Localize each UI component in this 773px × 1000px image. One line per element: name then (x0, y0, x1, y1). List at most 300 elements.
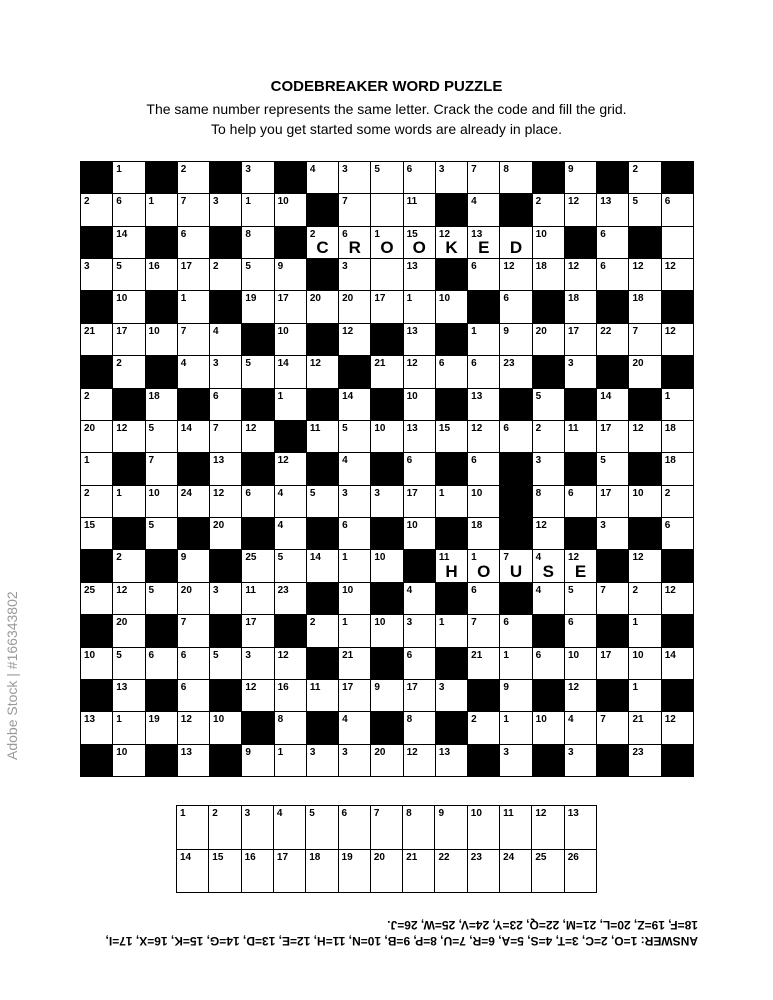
grid-cell[interactable] (339, 680, 370, 711)
cell-number: 17 (116, 325, 128, 337)
key-cell[interactable] (274, 806, 305, 849)
grid-cell[interactable] (371, 421, 402, 452)
grid-cell[interactable] (500, 291, 531, 322)
grid-cell[interactable] (597, 518, 628, 549)
grid-cell[interactable] (565, 421, 596, 452)
grid-cell[interactable] (597, 648, 628, 679)
grid-cell[interactable] (210, 421, 241, 452)
grid-cell[interactable] (629, 615, 660, 646)
grid-cell[interactable] (275, 356, 306, 387)
cell-number: 12 (471, 422, 483, 434)
grid-cell[interactable] (565, 712, 596, 743)
grid-cell[interactable] (339, 583, 370, 614)
grid-cell[interactable] (339, 648, 370, 679)
grid-cell[interactable] (210, 486, 241, 517)
grid-cell[interactable] (662, 518, 693, 549)
grid-cell[interactable] (629, 712, 660, 743)
grid-cell[interactable] (307, 356, 338, 387)
grid-cell[interactable] (629, 583, 660, 614)
key-cell[interactable] (435, 850, 466, 893)
grid-cell[interactable] (629, 324, 660, 355)
grid-cell[interactable] (597, 227, 628, 258)
grid-cell[interactable] (468, 615, 499, 646)
grid-cell[interactable] (565, 583, 596, 614)
grid-cell[interactable] (113, 583, 144, 614)
grid-cell[interactable] (242, 745, 273, 776)
grid-cell[interactable] (533, 648, 564, 679)
grid-cell[interactable] (242, 421, 273, 452)
grid-cell[interactable] (629, 356, 660, 387)
grid-cell[interactable] (275, 712, 306, 743)
grid-cell[interactable] (242, 486, 273, 517)
grid-cell[interactable] (146, 259, 177, 290)
grid-cell[interactable] (113, 162, 144, 193)
grid-cell[interactable] (210, 453, 241, 484)
grid-cell[interactable] (371, 227, 402, 258)
grid-cell[interactable] (500, 259, 531, 290)
grid-cell[interactable] (81, 518, 112, 549)
grid-cell[interactable] (178, 648, 209, 679)
grid-cell[interactable] (436, 550, 467, 581)
grid-cell[interactable] (307, 421, 338, 452)
key-cell[interactable] (532, 806, 563, 849)
grid-cell[interactable] (565, 550, 596, 581)
grid-cell[interactable] (210, 194, 241, 225)
grid-cell[interactable] (629, 162, 660, 193)
grid-cell[interactable] (178, 712, 209, 743)
grid-cell[interactable] (662, 324, 693, 355)
grid-cell[interactable] (436, 486, 467, 517)
grid-cell[interactable] (404, 291, 435, 322)
grid-cell[interactable] (533, 389, 564, 420)
key-cell[interactable] (177, 850, 208, 893)
grid-cell[interactable] (468, 712, 499, 743)
grid-cell[interactable] (339, 486, 370, 517)
grid-cell[interactable] (81, 194, 112, 225)
grid-cell[interactable] (629, 680, 660, 711)
grid-cell[interactable] (404, 518, 435, 549)
grid-cell[interactable] (436, 356, 467, 387)
key-cell[interactable] (435, 806, 466, 849)
grid-cell[interactable] (307, 162, 338, 193)
grid-cell[interactable] (468, 324, 499, 355)
grid-cell[interactable] (533, 453, 564, 484)
grid-cell[interactable] (113, 421, 144, 452)
grid-cell[interactable] (662, 583, 693, 614)
grid-cell[interactable] (275, 680, 306, 711)
grid-cell[interactable] (468, 518, 499, 549)
grid-cell[interactable] (371, 680, 402, 711)
grid-cell[interactable] (146, 324, 177, 355)
cell-number: 12 (245, 422, 257, 434)
grid-cell[interactable] (662, 227, 693, 258)
grid-cell[interactable] (629, 486, 660, 517)
grid-cell[interactable] (146, 421, 177, 452)
grid-cell[interactable] (468, 486, 499, 517)
grid-cell[interactable] (307, 550, 338, 581)
key-cell[interactable] (306, 806, 337, 849)
grid-cell[interactable] (565, 615, 596, 646)
grid-cell[interactable] (565, 162, 596, 193)
grid-cell[interactable] (565, 356, 596, 387)
key-cell[interactable] (242, 806, 273, 849)
grid-cell[interactable] (565, 680, 596, 711)
grid-cell[interactable] (146, 518, 177, 549)
grid-cell[interactable] (500, 712, 531, 743)
grid-cell[interactable] (339, 615, 370, 646)
grid-cell[interactable] (565, 194, 596, 225)
grid-cell[interactable] (500, 648, 531, 679)
grid-cell[interactable] (436, 680, 467, 711)
grid-cell[interactable] (629, 259, 660, 290)
grid-cell[interactable] (565, 486, 596, 517)
grid-cell[interactable] (597, 712, 628, 743)
grid-cell[interactable] (210, 324, 241, 355)
grid-cell[interactable] (81, 583, 112, 614)
key-cell[interactable] (532, 850, 563, 893)
black-square (275, 615, 306, 646)
grid-cell[interactable] (629, 421, 660, 452)
grid-cell[interactable] (371, 550, 402, 581)
grid-cell[interactable] (210, 648, 241, 679)
grid-cell[interactable] (307, 227, 338, 258)
grid-cell[interactable] (629, 194, 660, 225)
grid-cell[interactable] (662, 194, 693, 225)
grid-cell[interactable] (565, 291, 596, 322)
grid-cell[interactable] (404, 583, 435, 614)
grid-cell[interactable] (242, 680, 273, 711)
grid-cell[interactable] (210, 259, 241, 290)
grid-cell[interactable] (339, 518, 370, 549)
key-cell[interactable] (403, 850, 434, 893)
grid-cell[interactable] (178, 291, 209, 322)
grid-cell[interactable] (629, 550, 660, 581)
grid-cell[interactable] (662, 712, 693, 743)
grid-cell[interactable] (210, 389, 241, 420)
key-cell[interactable] (565, 850, 596, 893)
key-cell[interactable] (565, 806, 596, 849)
grid-cell[interactable] (146, 583, 177, 614)
grid-cell[interactable] (81, 712, 112, 743)
grid-cell[interactable] (533, 712, 564, 743)
grid-cell[interactable] (146, 194, 177, 225)
key-cell[interactable] (403, 806, 434, 849)
grid-cell[interactable] (339, 162, 370, 193)
grid-cell[interactable] (81, 648, 112, 679)
grid-cell[interactable] (81, 486, 112, 517)
grid-cell[interactable] (275, 324, 306, 355)
black-square (500, 453, 531, 484)
cell-number: 5 (148, 584, 155, 596)
grid-cell[interactable] (500, 680, 531, 711)
answer-text: ANSWER: 1=O, 2=C, 3=T, 4=S, 5=A, 6=R, 7=U, 8=P, 9=B, 10=N, 11=H, 12=E, 13=D, 14=G, 15=K, 16=X, 17=I, 18=F, 19=Z, 20=L, 21=M, 22=Q, 23=Y, 24=V, 25=W, 26=J. (105, 918, 698, 948)
grid-cell[interactable] (275, 518, 306, 549)
grid-cell[interactable] (81, 324, 112, 355)
grid-cell[interactable] (242, 615, 273, 646)
grid-cell[interactable] (275, 389, 306, 420)
grid-cell[interactable] (371, 259, 402, 290)
grid-cell[interactable] (468, 421, 499, 452)
grid-cell[interactable] (662, 486, 693, 517)
grid-cell[interactable] (404, 356, 435, 387)
grid-cell[interactable] (500, 745, 531, 776)
grid-cell[interactable] (339, 227, 370, 258)
grid-cell[interactable] (500, 421, 531, 452)
grid-cell[interactable] (275, 486, 306, 517)
grid-cell[interactable] (404, 648, 435, 679)
grid-cell[interactable] (404, 227, 435, 258)
grid-cell[interactable] (178, 550, 209, 581)
grid-cell[interactable] (436, 421, 467, 452)
grid-cell[interactable] (597, 259, 628, 290)
grid-cell[interactable] (533, 518, 564, 549)
black-square (500, 486, 531, 517)
grid-cell[interactable] (242, 583, 273, 614)
grid-cell[interactable] (468, 583, 499, 614)
grid-cell[interactable] (242, 291, 273, 322)
grid-cell[interactable] (597, 389, 628, 420)
grid-cell[interactable] (597, 583, 628, 614)
grid-cell[interactable] (468, 453, 499, 484)
grid-cell[interactable] (436, 227, 467, 258)
grid-cell[interactable] (113, 615, 144, 646)
grid-cell[interactable] (597, 486, 628, 517)
grid-cell[interactable] (597, 421, 628, 452)
grid-cell[interactable] (339, 291, 370, 322)
grid-cell[interactable] (404, 615, 435, 646)
grid-cell[interactable] (113, 291, 144, 322)
grid-cell[interactable] (275, 550, 306, 581)
grid-cell[interactable] (242, 550, 273, 581)
grid-cell[interactable] (113, 227, 144, 258)
key-cell[interactable] (371, 850, 402, 893)
key-cell[interactable] (468, 806, 499, 849)
grid-cell[interactable] (242, 259, 273, 290)
grid-cell[interactable] (113, 680, 144, 711)
grid-cell[interactable] (242, 162, 273, 193)
grid-cell[interactable] (500, 324, 531, 355)
grid-cell[interactable] (275, 648, 306, 679)
grid-cell[interactable] (371, 162, 402, 193)
grid-cell[interactable] (339, 389, 370, 420)
grid-cell[interactable] (113, 324, 144, 355)
grid-cell[interactable] (242, 356, 273, 387)
grid-cell[interactable] (468, 550, 499, 581)
grid-cell[interactable] (178, 421, 209, 452)
grid-cell[interactable] (307, 486, 338, 517)
grid-cell[interactable] (629, 648, 660, 679)
key-cell[interactable] (242, 850, 273, 893)
grid-cell[interactable] (178, 615, 209, 646)
grid-cell[interactable] (404, 712, 435, 743)
grid-cell[interactable] (178, 680, 209, 711)
cell-number: 4 (471, 196, 477, 208)
grid-cell[interactable] (371, 291, 402, 322)
grid-cell[interactable] (371, 356, 402, 387)
grid-cell[interactable] (242, 194, 273, 225)
grid-cell[interactable] (146, 712, 177, 743)
grid-cell[interactable] (113, 486, 144, 517)
grid-cell[interactable] (533, 227, 564, 258)
key-cell[interactable] (468, 850, 499, 893)
grid-cell[interactable] (210, 712, 241, 743)
grid-cell[interactable] (339, 259, 370, 290)
grid-cell[interactable] (339, 550, 370, 581)
grid-cell[interactable] (565, 648, 596, 679)
grid-cell[interactable] (178, 162, 209, 193)
cell-number: 5 (148, 422, 155, 434)
grid-cell[interactable] (662, 389, 693, 420)
grid-cell[interactable] (662, 453, 693, 484)
grid-cell[interactable] (178, 194, 209, 225)
grid-cell[interactable] (436, 745, 467, 776)
grid-cell[interactable] (178, 745, 209, 776)
grid-cell[interactable] (533, 259, 564, 290)
grid-cell[interactable] (275, 259, 306, 290)
grid-cell[interactable] (436, 615, 467, 646)
grid-cell[interactable] (146, 453, 177, 484)
grid-cell[interactable] (275, 194, 306, 225)
grid-cell[interactable] (533, 550, 564, 581)
key-cell[interactable] (209, 806, 240, 849)
grid-cell[interactable] (436, 291, 467, 322)
grid-cell[interactable] (500, 227, 531, 258)
grid-cell[interactable] (339, 194, 370, 225)
grid-cell[interactable] (468, 227, 499, 258)
grid-cell[interactable] (81, 389, 112, 420)
grid-cell[interactable] (275, 291, 306, 322)
grid-cell[interactable] (178, 259, 209, 290)
grid-cell[interactable] (404, 453, 435, 484)
grid-cell[interactable] (113, 259, 144, 290)
grid-cell[interactable] (500, 162, 531, 193)
grid-cell[interactable] (468, 259, 499, 290)
grid-cell[interactable] (565, 745, 596, 776)
grid-cell[interactable] (339, 324, 370, 355)
grid-cell[interactable] (371, 194, 402, 225)
grid-cell[interactable] (113, 648, 144, 679)
grid-cell[interactable] (629, 745, 660, 776)
grid-cell[interactable] (404, 421, 435, 452)
grid-cell[interactable] (404, 745, 435, 776)
grid-cell[interactable] (468, 162, 499, 193)
grid-cell[interactable] (307, 291, 338, 322)
grid-cell[interactable] (242, 648, 273, 679)
grid-cell[interactable] (210, 518, 241, 549)
grid-cell[interactable] (339, 712, 370, 743)
grid-cell[interactable] (113, 356, 144, 387)
key-cell[interactable] (274, 850, 305, 893)
grid-cell[interactable] (436, 162, 467, 193)
grid-cell[interactable] (662, 259, 693, 290)
grid-cell[interactable] (146, 648, 177, 679)
grid-cell[interactable] (404, 324, 435, 355)
grid-cell[interactable] (404, 194, 435, 225)
grid-cell[interactable] (307, 680, 338, 711)
grid-cell[interactable] (275, 745, 306, 776)
key-cell[interactable] (339, 850, 370, 893)
grid-cell[interactable] (404, 259, 435, 290)
grid-cell[interactable] (339, 453, 370, 484)
cell-number: 3 (245, 649, 251, 661)
key-cell[interactable] (177, 806, 208, 849)
grid-cell[interactable] (404, 486, 435, 517)
grid-cell[interactable] (629, 291, 660, 322)
grid-cell[interactable] (533, 486, 564, 517)
grid-cell[interactable] (178, 583, 209, 614)
cell-number: 2 (84, 196, 90, 208)
key-cell[interactable] (306, 850, 337, 893)
grid-cell[interactable] (275, 583, 306, 614)
grid-cell[interactable] (468, 389, 499, 420)
grid-cell[interactable] (533, 324, 564, 355)
key-cell[interactable] (209, 850, 240, 893)
grid-cell[interactable] (178, 227, 209, 258)
grid-cell[interactable] (307, 745, 338, 776)
key-cell[interactable] (371, 806, 402, 849)
grid-cell[interactable] (113, 712, 144, 743)
grid-cell[interactable] (275, 453, 306, 484)
grid-cell[interactable] (339, 421, 370, 452)
grid-cell[interactable] (339, 745, 370, 776)
grid-cell[interactable] (210, 356, 241, 387)
grid-cell[interactable] (146, 486, 177, 517)
grid-cell[interactable] (146, 389, 177, 420)
grid-cell[interactable] (500, 356, 531, 387)
grid-cell[interactable] (178, 356, 209, 387)
grid-cell[interactable] (597, 194, 628, 225)
grid-cell[interactable] (242, 227, 273, 258)
grid-cell[interactable] (662, 648, 693, 679)
grid-cell[interactable] (113, 550, 144, 581)
cell-number: 10 (406, 390, 418, 402)
grid-cell[interactable] (500, 550, 531, 581)
grid-cell[interactable] (500, 615, 531, 646)
grid-cell[interactable] (371, 745, 402, 776)
grid-cell[interactable] (565, 324, 596, 355)
grid-cell[interactable] (113, 194, 144, 225)
cell-number: 6 (342, 520, 348, 532)
key-cell[interactable] (500, 850, 531, 893)
grid-cell[interactable] (533, 421, 564, 452)
grid-cell[interactable] (81, 453, 112, 484)
grid-cell[interactable] (113, 745, 144, 776)
grid-cell[interactable] (404, 389, 435, 420)
grid-cell[interactable] (468, 648, 499, 679)
grid-cell[interactable] (210, 583, 241, 614)
grid-cell[interactable] (371, 615, 402, 646)
grid-cell[interactable] (597, 453, 628, 484)
grid-cell[interactable] (404, 680, 435, 711)
grid-cell[interactable] (533, 583, 564, 614)
grid-cell[interactable] (533, 194, 564, 225)
grid-cell[interactable] (371, 486, 402, 517)
grid-cell[interactable] (662, 421, 693, 452)
grid-cell[interactable] (81, 421, 112, 452)
black-square (113, 389, 144, 420)
grid-cell[interactable] (597, 324, 628, 355)
key-cell[interactable] (500, 806, 531, 849)
grid-cell[interactable] (565, 259, 596, 290)
grid-cell[interactable] (468, 356, 499, 387)
grid-cell[interactable] (81, 259, 112, 290)
grid-cell[interactable] (178, 324, 209, 355)
grid-cell[interactable] (307, 615, 338, 646)
grid-cell[interactable] (404, 162, 435, 193)
key-cell[interactable] (339, 806, 370, 849)
grid-cell[interactable] (178, 486, 209, 517)
grid-cell[interactable] (468, 194, 499, 225)
